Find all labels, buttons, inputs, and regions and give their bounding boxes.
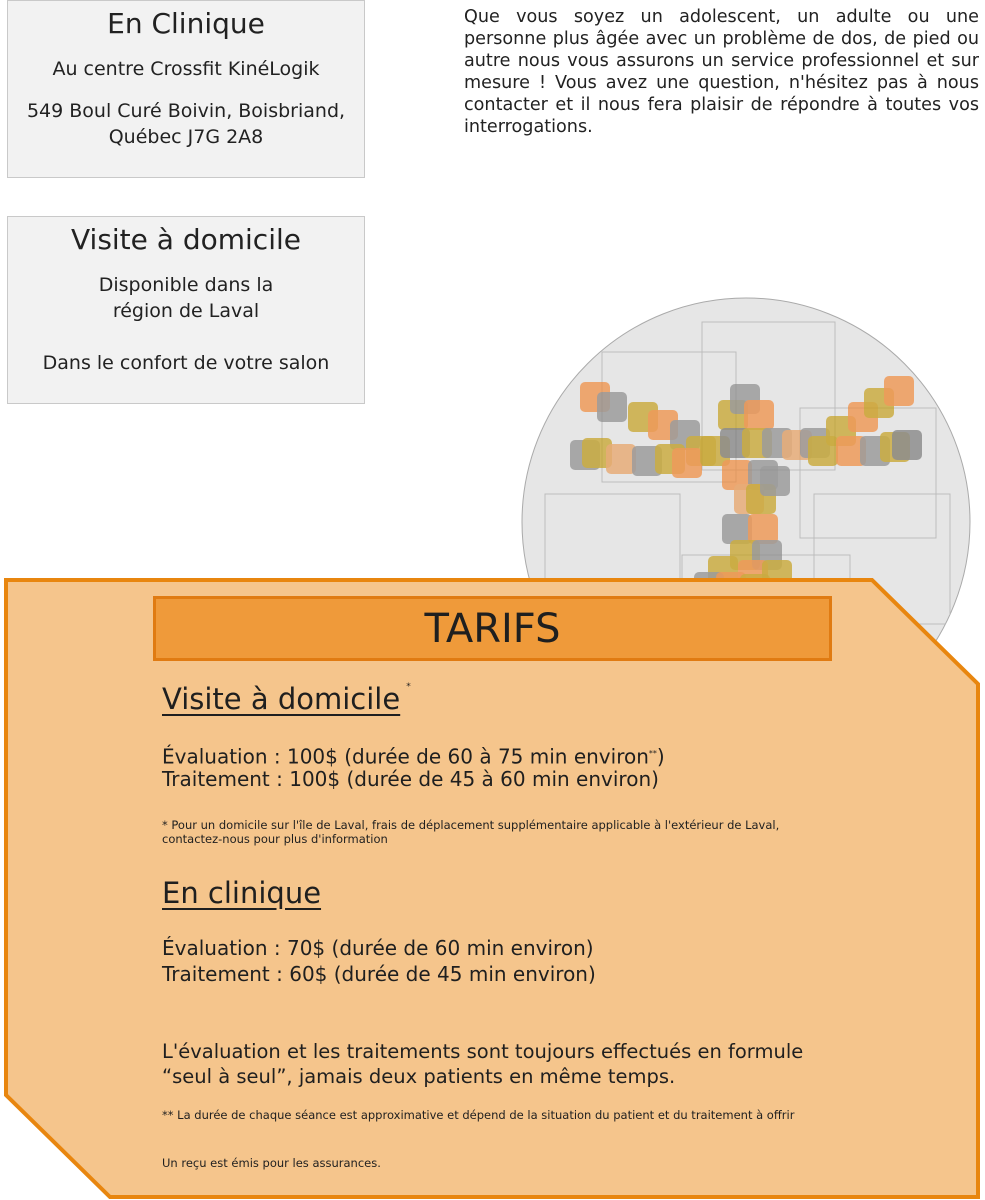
clinic-treatment-price: Traitement : 60$ (durée de 45 min environ) (162, 962, 596, 986)
clinic-evaluation-price: Évaluation : 70$ (durée de 60 min environ) (162, 936, 594, 960)
home-card-region: Disponible dans la région de Laval (98, 274, 274, 322)
intro-paragraph: Que vous soyez un adolescent, un adulte ou une personne plus âgée avec un problème de dos, de pied ou autre nous vous assurons un service professionnel et sur mesure ! Vous avez une question, n'hésitez pas à nous contacter et il nous fera plaisir de répondre à toutes vos interrogations. (464, 7, 979, 137)
home-visit-footnote: * Pour un domicile sur l'île de Laval, frais de déplacement supplémentaire applicable à l'extérieur de Laval, contactez-nous pour plus d'information (162, 818, 780, 846)
home-card-comfort: Dans le confort de votre salon (42, 352, 330, 374)
one-on-one-statement: L'évaluation et les traitements sont toujours effectués en formule “seul à seul”, jamais deux patients en même temps. (162, 1040, 804, 1088)
clinic-card-address: 549 Boul Curé Boivin, Boisbriand, Québec J7G 2A8 (26, 100, 346, 148)
home-visit-marker: * (406, 682, 411, 692)
duration-footnote: ** La durée de chaque séance est approximative et dépend de la situation du patient et du traitement à offrir (162, 1108, 795, 1122)
home-treatment-price: Traitement : 100$ (durée de 45 à 60 min environ) (162, 767, 659, 791)
clinic-card-location: Au centre Crossfit KinéLogik (52, 58, 320, 80)
insurance-receipt-note: Un reçu est émis pour les assurances. (162, 1156, 381, 1170)
home-card-title: Visite à domicile (71, 223, 301, 256)
clinic-rates-title: En clinique (162, 876, 322, 910)
evaluation-duration-marker: ** (648, 749, 657, 758)
home-evaluation-price: Évaluation : 100$ (durée de 60 à 75 min environ**) (162, 744, 665, 769)
home-visit-rates-title: Visite à domicile * (162, 682, 411, 716)
tarifs-heading: TARIFS (153, 596, 832, 661)
clinic-card-title: En Clinique (107, 7, 265, 40)
